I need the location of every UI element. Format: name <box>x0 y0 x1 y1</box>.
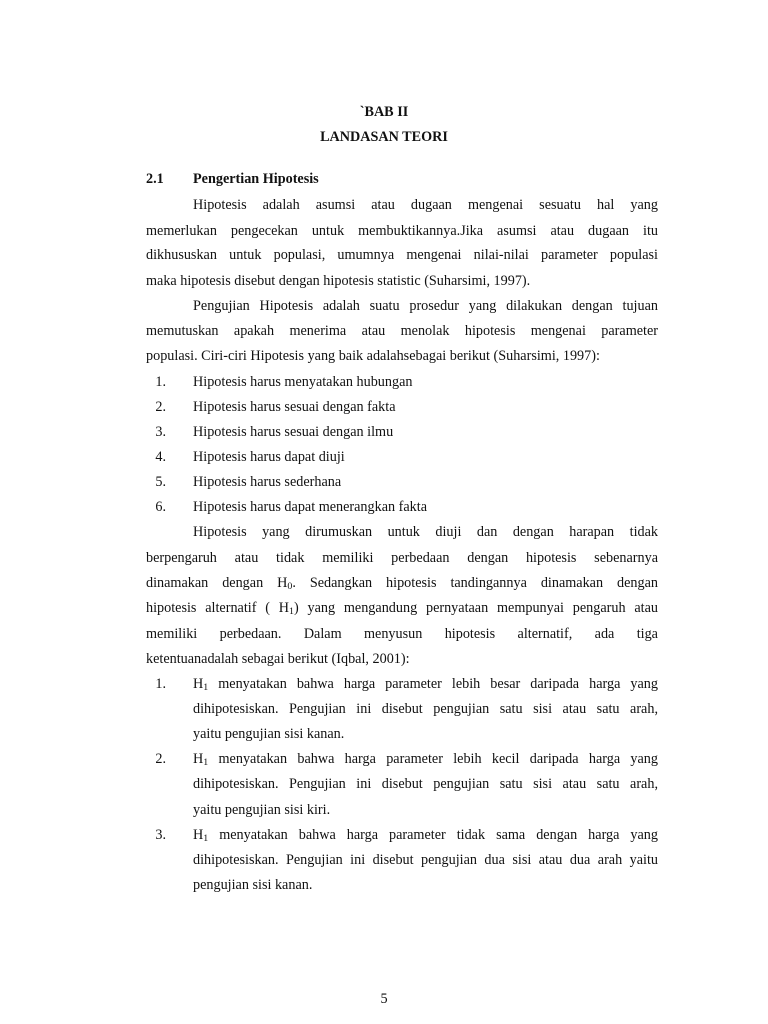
paragraph3-text: . Sedangkan hipotesis tandingannya dinamakan dengan <box>292 575 658 591</box>
h-subscript: 0 <box>287 581 293 592</box>
list-number: 5. <box>155 474 166 490</box>
list-number: 2. <box>155 751 166 767</box>
paragraph2-line: memutuskan apakah menerima atau menolak hipotesis mengenai parameter <box>146 323 658 339</box>
paragraph3-text: ) yang mengandung pernyataan mempunyai pengaruh atau <box>293 600 658 616</box>
list-item-line: dihipotesiskan. Pengujian ini disebut pengujian satu sisi atau satu arah, <box>193 701 658 717</box>
list-item-line: yaitu pengujian sisi kiri. <box>193 802 331 818</box>
h-subscript: 1 <box>203 833 209 844</box>
list-number: 6. <box>155 499 166 515</box>
paragraph3-text: hipotesis alternatif ( H <box>146 600 290 616</box>
list-number: 4. <box>155 449 166 465</box>
list-number: 1. <box>155 676 166 692</box>
paragraph1-line: Hipotesis adalah asumsi atau dugaan mengenai sesuatu hal yang <box>193 197 658 213</box>
paragraph3-line: berpengaruh atau tidak memiliki perbedaan dengan hipotesis sebenarnya <box>146 550 658 566</box>
paragraph3-text: dinamakan dengan H <box>146 575 288 591</box>
h-subscript: 1 <box>203 757 209 768</box>
paragraph2-line: Pengujian Hipotesis adalah suatu prosedur yang dilakukan dengan tujuan <box>193 298 658 314</box>
list-item-text: menyatakan bahwa harga parameter lebih kecil daripada harga yang <box>208 751 658 767</box>
paragraph3-line <box>146 574 658 592</box>
paragraph3-line: memiliki perbedaan. Dalam menyusun hipotesis alternatif, ada tiga <box>146 626 658 642</box>
list-item-line: pengujian sisi kanan. <box>193 877 313 893</box>
list-item-line <box>193 675 658 693</box>
list-item-text: menyatakan bahwa harga parameter tidak sama dengan harga yang <box>208 827 658 843</box>
list-item: Hipotesis harus sederhana <box>193 474 342 490</box>
paragraph3-line: ketentuanadalah sebagai berikut (Iqbal, 2001): <box>146 651 410 667</box>
paragraph1-line: dikhususkan untuk populasi, umumnya mengenai nilai-nilai parameter populasi <box>146 247 658 263</box>
list-number: 1. <box>155 374 166 390</box>
list-item: Hipotesis harus dapat menerangkan fakta <box>193 499 428 515</box>
list-item-line: yaitu pengujian sisi kanan. <box>193 726 345 742</box>
list-item: Hipotesis harus sesuai dengan fakta <box>193 399 396 415</box>
paragraph1-line: memerlukan pengecekan untuk membuktikannya.Jika asumsi atau dugaan itu <box>146 223 658 239</box>
h-subscript: 1 <box>203 682 209 693</box>
list-item-line: dihipotesiskan. Pengujian ini disebut pengujian satu sisi atau satu arah, <box>193 776 658 792</box>
hypothesis-symbol: H <box>193 676 204 692</box>
page-number: 5 <box>380 991 388 1007</box>
paragraph3-line <box>146 599 658 617</box>
section-title: Pengertian Hipotesis <box>193 171 319 187</box>
list-item: Hipotesis harus sesuai dengan ilmu <box>193 424 394 440</box>
hypothesis-symbol: H <box>193 827 204 843</box>
paragraph1-line: maka hipotesis disebut dengan hipotesis statistic (Suharsimi, 1997). <box>146 273 531 289</box>
section-number: 2.1 <box>146 171 164 187</box>
list-number: 3. <box>155 424 166 440</box>
list-number: 3. <box>155 827 166 843</box>
list-item: Hipotesis harus menyatakan hubungan <box>193 374 413 390</box>
list-item-line: dihipotesiskan. Pengujian ini disebut pengujian dua sisi atau dua arah yaitu <box>193 852 658 868</box>
chapter-title: LANDASAN TEORI <box>320 129 448 145</box>
list-item-text: menyatakan bahwa harga parameter lebih besar daripada harga yang <box>208 676 658 692</box>
paragraph3-line: Hipotesis yang dirumuskan untuk diuji dan dengan harapan tidak <box>193 524 658 540</box>
chapter-label: `BAB II <box>359 104 409 120</box>
list-item: Hipotesis harus dapat diuji <box>193 449 345 465</box>
list-number: 2. <box>155 399 166 415</box>
list-item-line <box>193 826 658 844</box>
h-subscript: 1 <box>289 606 294 617</box>
list-item-line <box>193 750 658 768</box>
hypothesis-symbol: H <box>193 751 204 767</box>
paragraph2-line: populasi. Ciri-ciri Hipotesis yang baik adalahsebagai berikut (Suharsimi, 1997): <box>146 348 600 364</box>
